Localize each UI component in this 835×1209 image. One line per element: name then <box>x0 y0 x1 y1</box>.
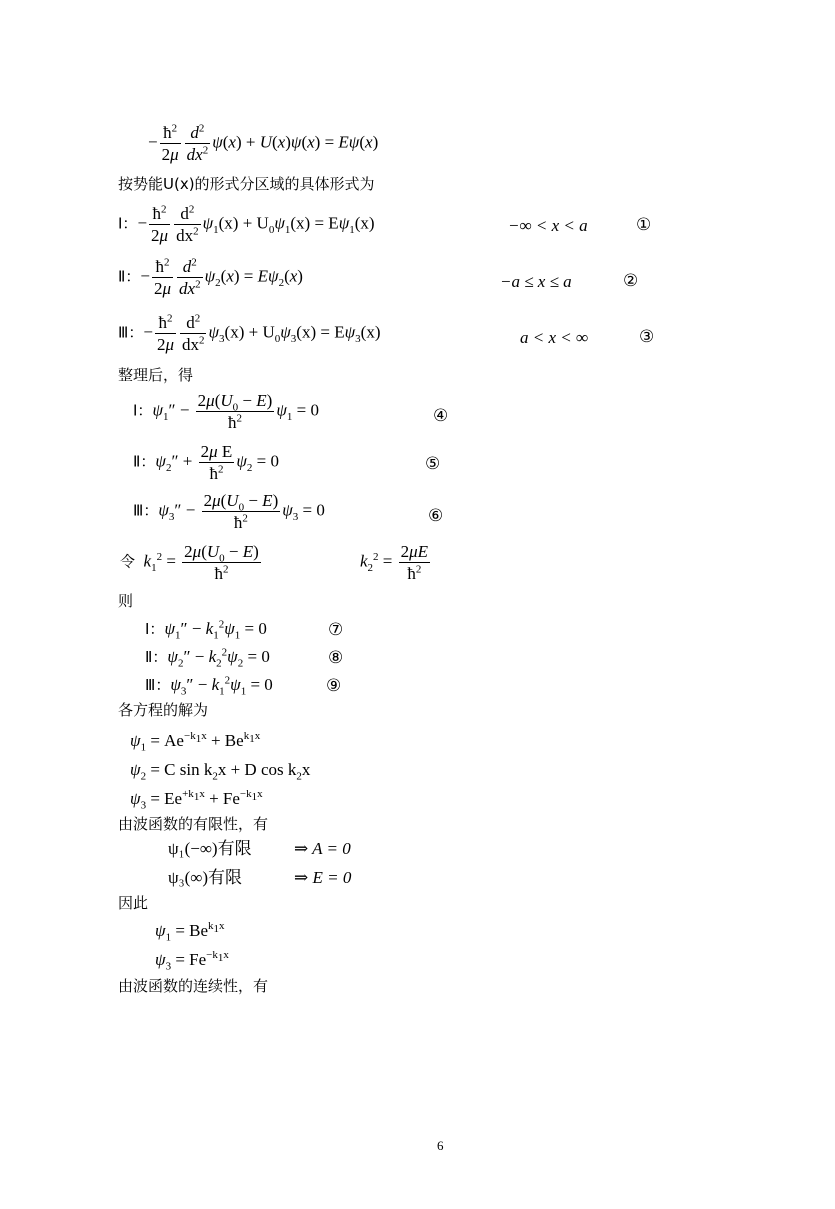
continuity-text: 由波函数的连续性，有 <box>118 977 269 995</box>
eq-number-7: ⑦ <box>328 620 344 640</box>
then-text: 则 <box>118 592 134 610</box>
equation-region-3: Ⅲ：− $\frac{ħ^2}{2\mu}$ $\frac{d^2}{dx^2}$ $\psi_3(x) + U_0\psi_3(x) = E\psi_3(x)$ <box>118 312 381 354</box>
solution-psi3: $\psi_3 = Ee^{+k_1x} + Fe^{-k_1x}$ <box>130 788 263 812</box>
equation-5: Ⅱ：$\psi_2''$ + $\frac{\text{2μ E}}{ħ^2}$ $\psi_2 = 0$ <box>133 442 279 483</box>
result-psi1: $\psi_1 = Be^{k_1x}$ <box>155 920 225 944</box>
eq-number-3: ③ <box>639 327 655 347</box>
equation-region-2: Ⅱ：− $\frac{ħ^2}{2\mu}$ $\frac{d^2}{dx^2}$ $\psi_2(x) = E\psi_2(x)$ <box>118 256 303 298</box>
result-psi3: $\psi_3 = Fe^{-k_1x}$ <box>155 949 229 973</box>
finite-result-1: ⇒ A = 0 <box>294 839 351 858</box>
condition-1: −∞ < x < a <box>508 216 588 235</box>
finite-result-2: ⇒ E = 0 <box>294 868 352 887</box>
equation-7: Ⅰ：$\psi_1'' - k_1^2\psi_1 = 0$ <box>145 618 267 642</box>
after-sort-text: 整理后，得 <box>118 366 194 384</box>
equation-4: Ⅰ：$\psi_1''$ − $\frac{2\mu(U_0 - E)}{ħ^2}$ $\psi_1 = 0$ <box>133 391 319 432</box>
solutions-heading: 各方程的解为 <box>118 701 209 719</box>
eq-number-1: ① <box>636 215 652 235</box>
eq-number-8: ⑧ <box>328 648 344 668</box>
condition-2: −a ≤ x ≤ a <box>500 272 572 291</box>
schrodinger-equation: − $\frac{ħ^2}{2\mu}$ $\frac{d^2}{dx^2}$ ψ(x) + U(x)ψ(x) = Eψ(x) <box>148 122 379 164</box>
eq-number-6: ⑥ <box>428 506 444 526</box>
eq-number-5: ⑤ <box>425 454 441 474</box>
equation-6: Ⅲ：$\psi_3''$ − $\frac{2\mu(U_0 - E)}{ħ^2}$ $\psi_3 = 0$ <box>133 491 325 532</box>
finiteness-text: 由波函数的有限性，有 <box>118 815 269 833</box>
intro-text: 按势能U(x)的形式分区域的具体形式为 <box>118 175 375 193</box>
solution-psi1: $\psi_1 = Ae^{-k_1x} + Be^{k_1x}$ <box>130 730 261 754</box>
definition-k2: $k_2^2$ = $\frac{2\mu E}{ħ^2}$ <box>360 542 429 583</box>
finite-condition-1: ψ₁(−∞)有限 <box>168 839 252 858</box>
eq-number-4: ④ <box>433 406 449 426</box>
equation-9: Ⅲ：$\psi_3'' - k_1^2\psi_1 = 0$ <box>145 674 273 698</box>
solution-psi2: $\psi_2 = C$ $\sin k_2x + D$ $\cos k_2x$ <box>130 760 311 783</box>
condition-3: a < x < ∞ <box>520 328 589 347</box>
eq-number-9: ⑨ <box>326 676 342 696</box>
definition-k1: 令 $k_1^2$ = $\frac{2\mu(U_0 - E)}{ħ^2}$ <box>120 542 259 583</box>
therefore-text: 因此 <box>118 894 149 912</box>
page-number: 6 <box>437 1138 444 1153</box>
finite-condition-2: ψ₃(∞)有限 <box>168 868 243 887</box>
equation-region-1: Ⅰ：− $\frac{ħ^2}{2\mu}$ $\frac{d^2}{dx^2}$ $\psi_1(x) + U_0\psi_1(x) = E\psi_1(x)$ <box>118 203 375 245</box>
equation-8: Ⅱ：$\psi_2'' - k_2^2\psi_2 = 0$ <box>145 646 270 670</box>
eq-number-2: ② <box>623 271 639 291</box>
